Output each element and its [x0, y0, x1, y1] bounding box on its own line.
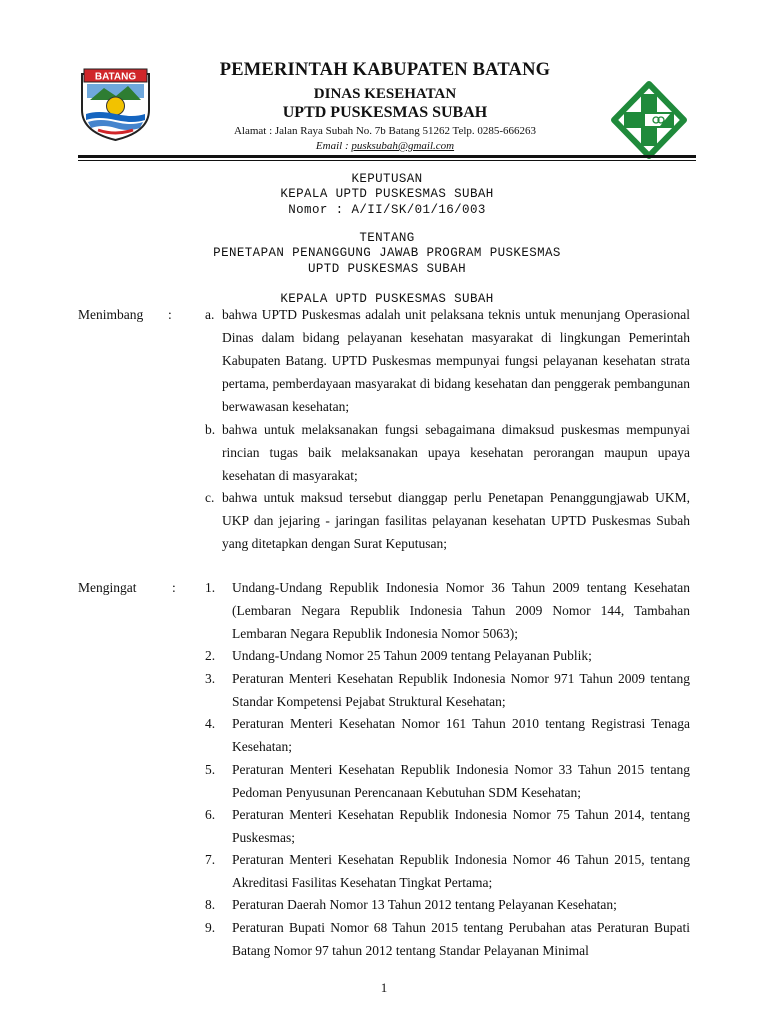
mengingat-item-text: Peraturan Menteri Kesehatan Nomor 161 Tahun 2010 tentang Registrasi Tenaga Kesehatan;: [232, 716, 690, 754]
letterhead-email-line: [150, 140, 620, 152]
mengingat-item-text: Undang-Undang Nomor 25 Tahun 2009 tentang Pelayanan Publik;: [232, 648, 592, 663]
mengingat-item-mark: 7.: [205, 852, 216, 867]
mengingat-item-text: Peraturan Daerah Nomor 13 Tahun 2012 tentang Pelayanan Kesehatan;: [232, 897, 617, 912]
letterhead-address: Alamat : Jalan Raya Subah No. 7b Batang 51262 Telp. 0285-666263: [233, 125, 537, 137]
menimbang-item-mark: c.: [205, 490, 215, 505]
decision-heading: KEPUTUSAN: [351, 172, 423, 186]
mengingat-item-mark: 2.: [205, 648, 216, 663]
letterhead-divider-thick: [78, 155, 696, 158]
emblem-label: BATANG: [94, 71, 137, 83]
mengingat-item-mark: 9.: [205, 920, 216, 935]
mengingat-item-mark: 3.: [205, 671, 216, 686]
puskesmas-logo-icon: [610, 80, 688, 160]
mengingat-item-mark: 4.: [205, 716, 216, 731]
mengingat-item-mark: 6.: [205, 807, 216, 822]
mengingat-item-text: Peraturan Menteri Kesehatan Republik Indonesia Nomor 75 Tahun 2014, tentang Puskesmas;: [232, 807, 690, 845]
letterhead-government-line: PEMERINTAH KABUPATEN BATANG: [219, 60, 551, 80]
letterhead-divider-thin: [78, 160, 696, 161]
menimbang-item-text: bahwa untuk maksud tersebut dianggap perlu Penetapan Penanggungjawab UKM, UKP dan jejaring - jaringan fasilitas pelayanan kesehatan UPTD Puskesmas Subah yang ditetapkan dengan Surat Keputusan;: [222, 490, 690, 551]
mengingat-item-mark: 1.: [205, 580, 216, 595]
kabupaten-batang-emblem-icon: [78, 66, 153, 142]
letterhead-department-line: DINAS KESEHATAN: [313, 86, 457, 102]
menimbang-item-mark: a.: [205, 307, 215, 322]
letterhead-unit-line: UPTD PUSKESMAS SUBAH: [282, 104, 488, 121]
email-link[interactable]: pusksubah@gmail.com: [351, 140, 455, 152]
mengingat-item-mark: 8.: [205, 897, 216, 912]
mengingat-item-text: Peraturan Menteri Kesehatan Republik Indonesia Nomor 46 Tahun 2015, tentang Akreditasi Fasilitas Kesehatan Tingkat Pertama;: [232, 852, 690, 890]
decision-number: Nomor : A/II/SK/01/16/003: [288, 203, 486, 217]
email-label: Email :: [315, 140, 352, 152]
menimbang-item-text: bahwa UPTD Puskesmas adalah unit pelaksana teknis untuk menunjang Operasional Dinas dalam bidang pelayanan kesehatan masyarakat di lingkungan Pemerintah Kabupaten Batang. UPTD Puskesmas mempunyai fungsi pelayanan kesehatan strata pertama, pemberdayaan masyarakat di bidang kesehatan dan penggerak pembangunan berwawasan kesehatan;: [222, 307, 690, 414]
decision-subject-line-1: PENETAPAN PENANGGUNG JAWAB PROGRAM PUSKESMAS: [213, 246, 561, 260]
menimbang-colon: :: [168, 307, 172, 322]
decision-subject-line-2: UPTD PUSKESMAS SUBAH: [307, 262, 467, 276]
menimbang-item-text: bahwa untuk melaksanakan fungsi sebagaimana dimaksud puskesmas mempunyai rincian tugas baik melaksanakan upaya kesehatan perorangan maupun upaya kesehatan di masyarakat;: [222, 422, 690, 483]
mengingat-item-mark: 5.: [205, 762, 216, 777]
menimbang-label: Menimbang: [78, 307, 144, 322]
mengingat-item-text: Peraturan Menteri Kesehatan Republik Indonesia Nomor 33 Tahun 2015 tentang Pedoman Penyusunan Perencanaan Kebutuhan SDM Kesehatan;: [232, 762, 690, 800]
mengingat-item-text: Undang-Undang Republik Indonesia Nomor 36 Tahun 2009 tentang Kesehatan (Lembaran Negara Republik Indonesia Tahun 2009 Nomor 144, Tambahan Lembaran Negara Republik Indonesia Nomor 5063);: [232, 580, 690, 641]
menimbang-item-mark: b.: [205, 422, 216, 437]
decision-issuer: KEPALA UPTD PUSKESMAS SUBAH: [280, 187, 494, 201]
mengingat-colon: :: [172, 580, 176, 595]
mengingat-label: Mengingat: [78, 580, 137, 595]
mengingat-item-text: Peraturan Menteri Kesehatan Republik Indonesia Nomor 971 Tahun 2009 tentang Standar Kompetensi Pejabat Struktural Kesehatan;: [232, 671, 690, 709]
page-number: 1: [380, 980, 388, 995]
mengingat-item-text: Peraturan Bupati Nomor 68 Tahun 2015 tentang Perubahan atas Peraturan Bupati Batang Nomor 97 tahun 2012 tentang Standar Pelayanan Minimal: [232, 920, 690, 958]
decision-authority: KEPALA UPTD PUSKESMAS SUBAH: [280, 292, 494, 306]
decision-about-label: TENTANG: [359, 231, 415, 245]
